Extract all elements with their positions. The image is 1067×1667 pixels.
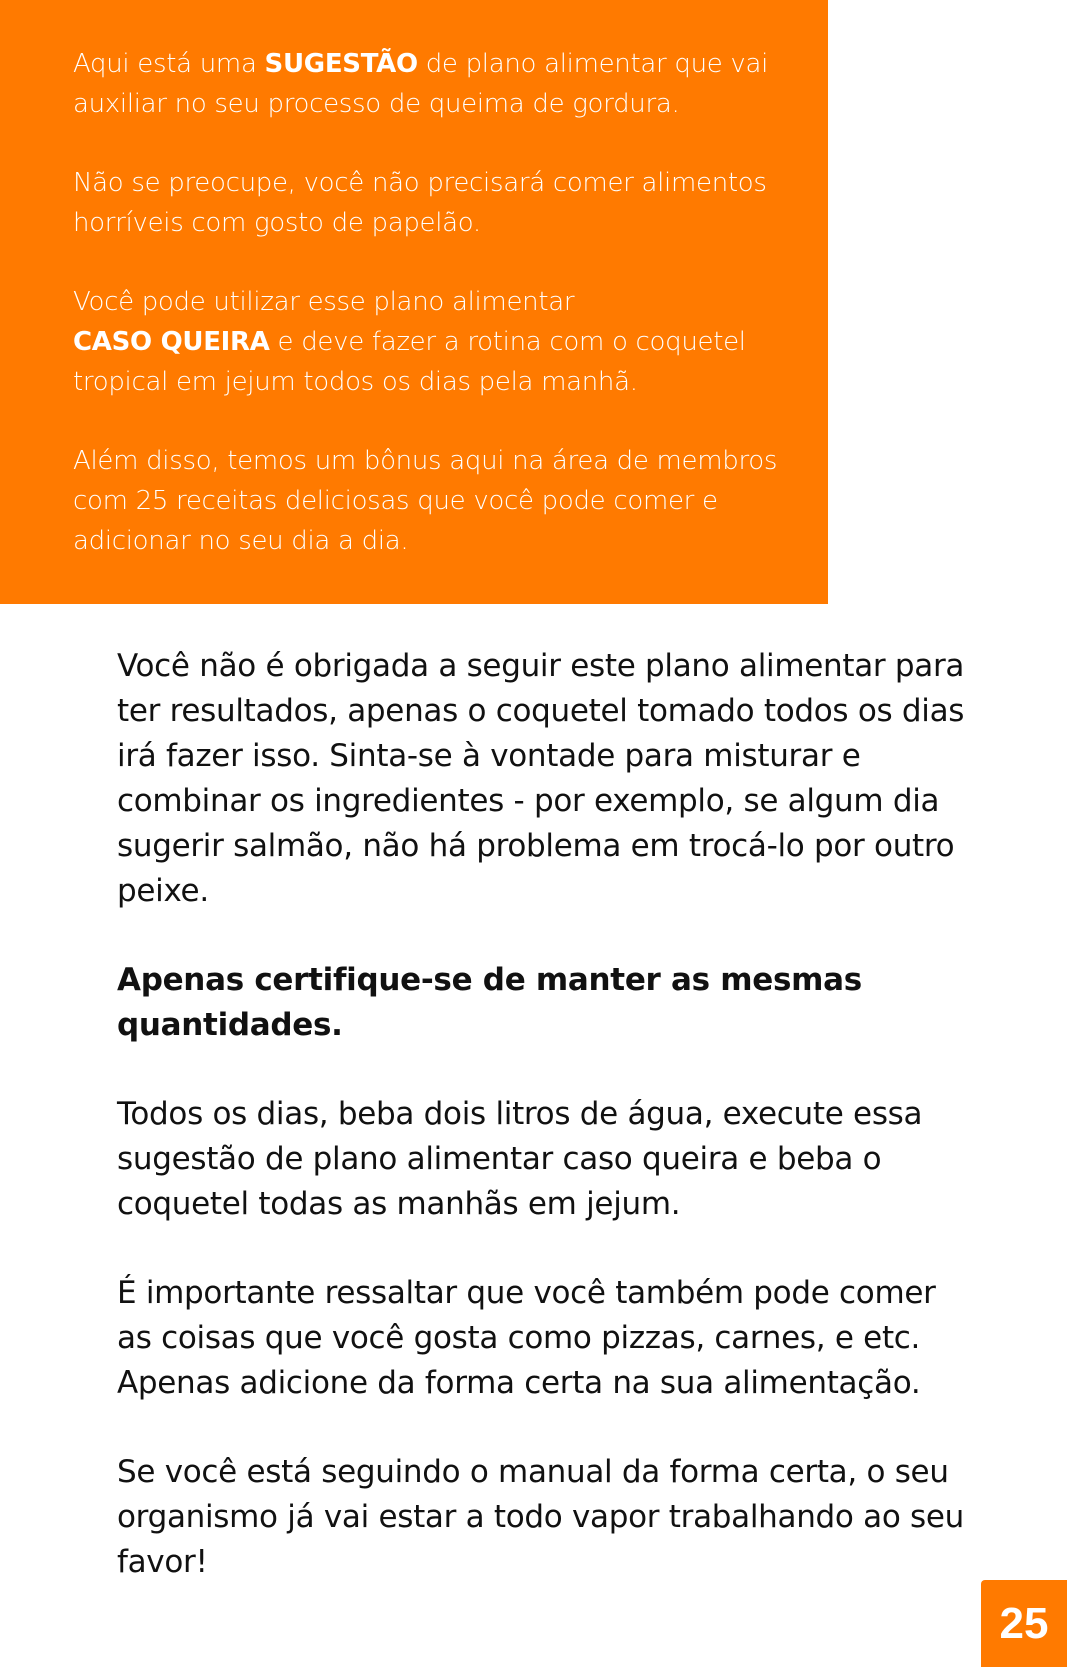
intro-paragraph-2: Não se preocupe, você não precisará comer alimentos horríveis com gosto de papelão. [73, 168, 767, 238]
intro-p3-lead: Você pode utilizar esse plano alimentar [73, 287, 575, 317]
intro-paragraph-1 [73, 44, 793, 124]
main-paragraph-3: Todos os dias, beba dois litros de água, execute essa sugestão de plano alimentar caso queira e beba o coquetel todas as manhãs em jejum. [117, 1096, 923, 1222]
main-paragraph-1: Você não é obrigada a seguir este plano alimentar para ter resultados, apenas o coquetel tomado todos os dias irá fazer isso. Sinta-se à vontade para misturar e combinar os ingredientes - por exemplo, se algum dia sugerir salmão, não há problema em trocá-lo por outro peixe. [117, 648, 965, 909]
intro-p3-rest: e deve fazer a rotina com o coquetel tropical em jejum todos os dias pela manhã. [73, 327, 746, 397]
intro-p1-emphasis: SUGESTÃO [264, 49, 418, 79]
intro-p3-emphasis: CASO QUEIRA [73, 327, 270, 357]
page-number-badge: 25 [981, 1580, 1067, 1667]
main-paragraph-4: É importante ressaltar que você também pode comer as coisas que você gosta como pizzas, carnes, e etc. Apenas adicione da forma certa na sua alimentação. [117, 1275, 936, 1401]
intro-p1-lead: Aqui está uma [73, 49, 265, 79]
main-text-block [117, 644, 977, 1629]
intro-paragraph-3 [73, 282, 793, 402]
main-paragraph-emphasis: Apenas certifique-se de manter as mesmas quantidades. [117, 962, 862, 1043]
intro-paragraph-4: Além disso, temos um bônus aqui na área de membros com 25 receitas deliciosas que você pode comer e adicionar no seu dia a dia. [73, 446, 778, 556]
main-paragraph-5: Se você está seguindo o manual da forma certa, o seu organismo já vai estar a todo vapor trabalhando ao seu favor! [117, 1454, 965, 1580]
intro-panel [0, 0, 828, 604]
intro-text-block [73, 44, 793, 600]
intro-p1-rest: de plano alimentar que vai auxiliar no seu processo de queima de gordura. [73, 49, 769, 119]
